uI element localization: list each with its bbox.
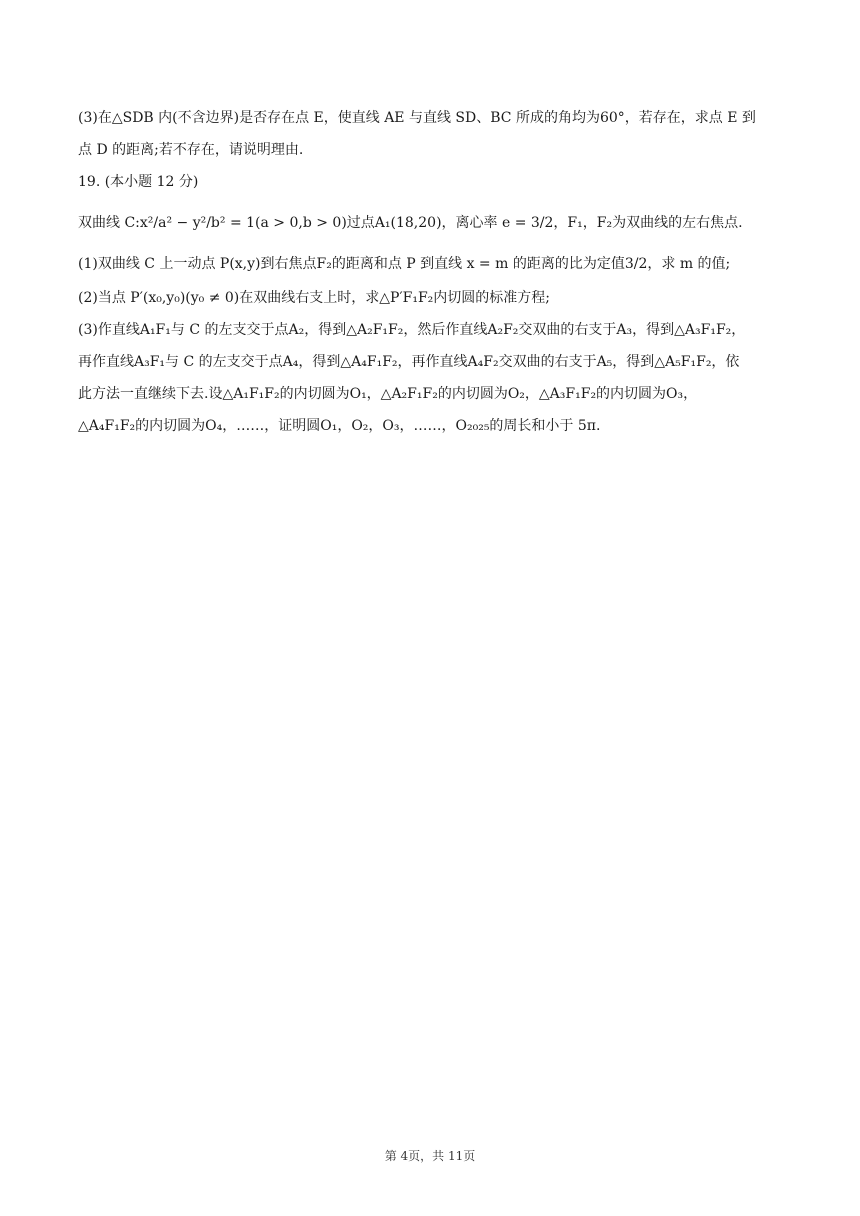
- problem19-part3-line2: 再作直线A₃F₁与 C 的左支交于点A₄，得到△A₄F₁F₂，再作直线A₄F₂交双曲的右支于A₅，得到△A₅F₁F₂，依: [78, 354, 740, 370]
- problem18-part3-line2: 点 D 的距离;若不存在，请说明理由.: [78, 142, 304, 158]
- problem18-part3-line1: (3)在△SDB 内(不含边界)是否存在点 E，使直线 AE 与直线 SD、BC 所成的角均为60°，若存在，求点 E 到: [78, 110, 756, 126]
- problem19-part3-line1: (3)作直线A₁F₁与 C 的左支交于点A₂，得到△A₂F₁F₂，然后作直线A₂F₂交双曲的右支于A₃，得到△A₃F₁F₂，: [78, 322, 746, 338]
- page-footer: 第 4页，共 11页: [384, 1149, 476, 1163]
- problem19-intro: 双曲线 C:x²/a² − y²/b² = 1(a > 0,b > 0)过点A₁(18,20)，离心率 e = 3/2，F₁，F₂为双曲线的左右焦点.: [78, 215, 743, 231]
- page-content: [78, 108, 784, 436]
- problem19-part2: (2)当点 P′(x₀,y₀)(y₀ ≠ 0)在双曲线右支上时，求△P′F₁F₂内切圆的标准方程;: [78, 290, 550, 306]
- problem19-part1: (1)双曲线 C 上一动点 P(x,y)到右焦点F₂的距离和点 P 到直线 x = m 的距离的比为定值3/2，求 m 的值;: [78, 256, 731, 272]
- problem19-header: 19. (本小题 12 分): [78, 174, 199, 190]
- problem19-part3-line3: 此方法一直继续下去.设△A₁F₁F₂的内切圆为O₁，△A₂F₁F₂的内切圆为O₂，△A₃F₁F₂的内切圆为O₃，: [78, 386, 698, 402]
- problem19-part3-line4: △A₄F₁F₂的内切圆为O₄，……，证明圆O₁，O₂，O₃，……，O₂₀₂₅的周长和小于 5π.: [78, 418, 601, 434]
